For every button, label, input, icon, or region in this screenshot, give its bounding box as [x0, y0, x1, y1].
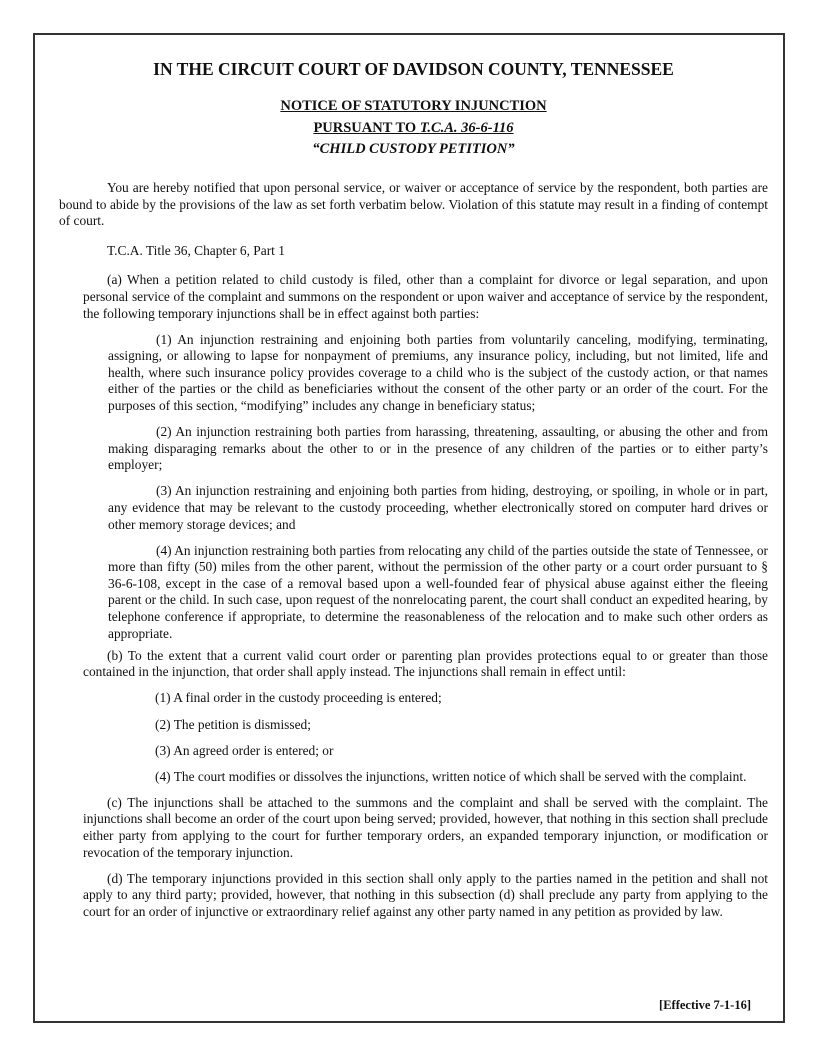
section-a-item: (1) An injunction restraining and enjoining both parties from voluntarily canceling, modifying, terminating, assigning, or allowing to lapse for nonpayment of premiums, any insurance policy, including, but not limited, life and health, where such insurance policy provides coverage to a child who is the subject of the custody action, or that names either of the parties or the child as beneficiaries without the consent of the other party or an order of the court. For the purposes of this section, “modifying” includes any change in beneficiary status;	[108, 331, 768, 414]
section-c: (c) The injunctions shall be attached to the summons and the complaint and shall be served with the complaint. The injunctions shall become an order of the court upon being served; provided, however, that nothing in this section shall preclude either party from applying to the court for further temporary orders, an expanded temporary injunction, or modification or revocation of the temporary injunction.	[83, 794, 768, 860]
court-title: IN THE CIRCUIT COURT OF DAVIDSON COUNTY, TENNESSEE	[153, 59, 674, 79]
section-a-item: (4) An injunction restraining both parties from relocating any child of the parties outside the state of Tennessee, or more than fifty (50) miles from the other parent, without the permission of the other party or a court order pursuant to § 36-6-108, except in the case of a removal based upon a well-founded fear of physical abuse against either the fleeing parent or the child. In such case, upon request of the nonrelocating parent, the court shall conduct an expedited hearing, by telephone conference if appropriate, to determine the reasonableness of the relocation and to make such other orders as appropriate.	[108, 542, 768, 641]
pursuant-prefix: PURSUANT TO	[313, 120, 420, 136]
section-b: (b) To the extent that a current valid court order or parenting plan provides protections equal to or greater than those contained in the injunction, that order shall apply instead. The injunctions shall remain in effect until:	[83, 647, 768, 680]
petition-type: “CHILD CUSTODY PETITION”	[312, 141, 515, 157]
intro-paragraph: You are hereby notified that upon personal service, or waiver or acceptance of service by the respondent, both parties are bound to abide by the provisions of the law as set forth verbatim below. Violation of this statute may result in a finding of contempt of court.	[59, 180, 768, 229]
document-body	[59, 180, 768, 930]
section-b-item: (1) A final order in the custody proceeding is entered;	[155, 690, 442, 706]
section-d: (d) The temporary injunctions provided in this section shall only apply to the parties named in the petition and shall not apply to any third party; provided, however, that nothing in this subsection (d) shall preclude any party from applying to the court for an order of injunctive or extraordinary relief against any other party named in any petition as provided by law.	[83, 870, 768, 919]
section-a-item: (2) An injunction restraining both parties from harassing, threatening, assaulting, or abusing the other and from making disparaging remarks about the other to or in the presence of any children of the parties or to either party’s employer;	[108, 424, 768, 473]
section-a-item: (3) An injunction restraining and enjoining both parties from hiding, destroying, or spoiling, in whole or in part, any evidence that may be relevant to the custody proceeding, whether electronically stored on computer hard drives or other memory storage devices; and	[108, 483, 768, 532]
section-b-item: (3) An agreed order is entered; or	[155, 742, 334, 758]
section-b-item: (4) The court modifies or dissolves the injunctions, written notice of which shall be served with the complaint.	[155, 768, 747, 784]
section-a: (a) When a petition related to child custody is filed, other than a complaint for divorce or legal separation, and upon personal service of the complaint and summons on the respondent or upon waiver and acceptance of service by the respondent, the following temporary injunctions shall be in effect against both parties:	[83, 272, 768, 321]
notice-title	[59, 98, 768, 115]
notice-line-1: NOTICE OF STATUTORY INJUNCTION	[280, 98, 547, 114]
effective-date: [Effective 7-1-16]	[659, 998, 751, 1012]
statute-citation: T.C.A. 36-6-116	[419, 120, 514, 136]
section-b-item: (2) The petition is dismissed;	[155, 716, 311, 732]
notice-pursuant	[59, 120, 768, 137]
statute-reference: T.C.A. Title 36, Chapter 6, Part 1	[107, 242, 285, 258]
document-border	[33, 33, 785, 1023]
